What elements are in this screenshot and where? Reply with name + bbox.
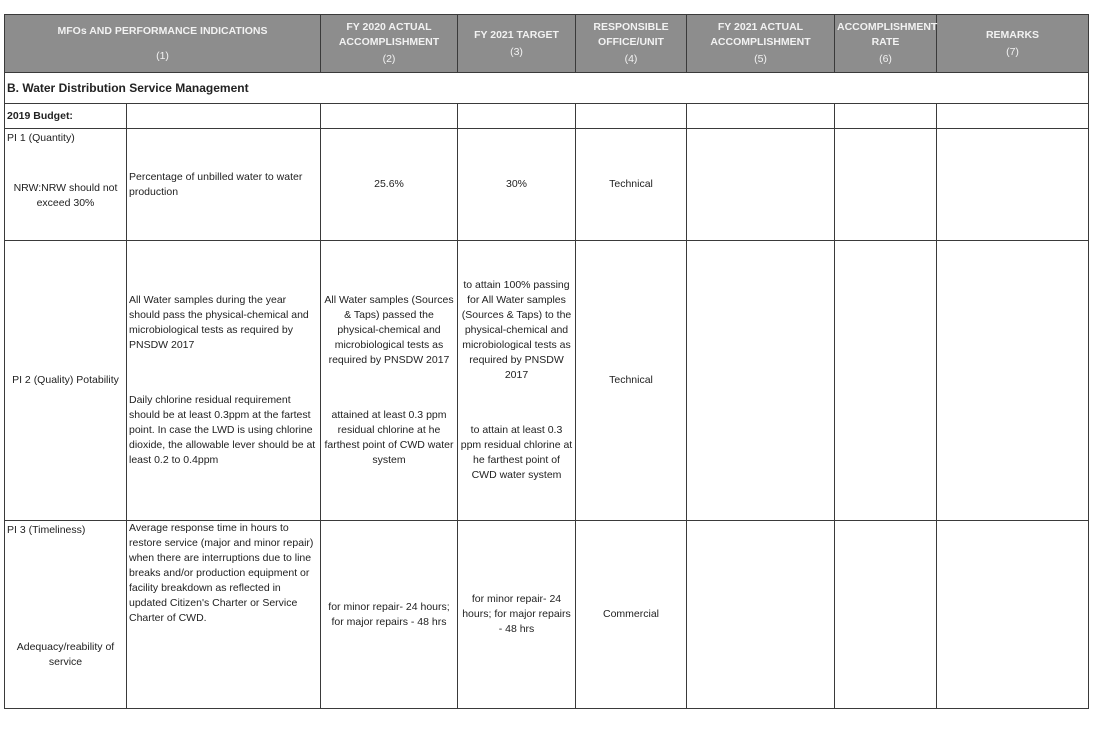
pi2-office: Technical	[576, 241, 687, 521]
pi3-target: for minor repair- 24 hours; for major repairs - 48 hrs	[458, 521, 576, 709]
pi2-indicator-cell	[127, 241, 321, 521]
header-remarks: REMARKS (7)	[937, 15, 1089, 73]
pi2-label: PI 2 (Quality) Potability	[5, 241, 127, 521]
pi1-target: 30%	[458, 129, 576, 241]
pi2-row	[5, 241, 1089, 521]
pi2-fy2020-b: attained at least 0.3 ppm residual chlorine at he farthest point of CWD water system	[324, 409, 454, 466]
pi1-label-cell	[5, 129, 127, 241]
pi1-office: Technical	[576, 129, 687, 241]
pi2-target-a: to attain 100% passing for All Water samples (Sources & Taps) to the physical-chemical and microbiological tests as required by PNSDW 2017	[461, 279, 572, 381]
header-fy2021-actual: FY 2021 ACTUAL ACCOMPLISHMENT (5)	[687, 15, 835, 73]
pi3-office: Commercial	[576, 521, 687, 709]
section-row	[5, 73, 1089, 104]
performance-table-sheet	[4, 14, 1088, 709]
section-title: B. Water Distribution Service Management	[5, 73, 1089, 104]
pi2-indicator-b: Daily chlorine residual requirement should be at least 0.3ppm at the fartest point. In case the LWD is using chlorine dioxide, the allowable lever should be at least 0.2 to 0.4ppm	[129, 394, 316, 466]
pi1-sub: NRW:NRW should not exceed 30%	[13, 181, 118, 209]
header-row	[5, 15, 1089, 73]
performance-table	[4, 14, 1089, 709]
pi3-row	[5, 521, 1089, 709]
pi3-indicator: Average response time in hours to restore service (major and minor repair) when there are interruptions due to line breaks and/or production equipment or facility breakdown as reflected in updated Citizen's Charter or Service Charter of CWD.	[127, 521, 321, 709]
pi2-target-cell	[458, 241, 576, 521]
pi1-label: PI 1 (Quantity)	[7, 132, 75, 144]
pi1-fy2020: 25.6%	[321, 129, 458, 241]
pi1-indicator: Percentage of unbilled water to water production	[127, 129, 321, 241]
pi3-fy2020: for minor repair- 24 hours; for major repairs - 48 hrs	[321, 521, 458, 709]
pi2-indicator-a: All Water samples during the year should pass the physical-chemical and microbiological tests as required by PNSDW 2017	[129, 294, 309, 351]
budget-label: 2019 Budget:	[5, 104, 127, 129]
budget-row	[5, 104, 1089, 129]
pi2-target-b: to attain at least 0.3 ppm residual chlorine at he farthest point of CWD water system	[460, 424, 573, 481]
header-mfos: MFOs AND PERFORMANCE INDICATIONS (1)	[5, 15, 321, 73]
header-fy2021-target: FY 2021 TARGET (3)	[458, 15, 576, 73]
pi3-label-cell	[5, 521, 127, 709]
pi2-fy2020-a: All Water samples (Sources & Taps) passed the physical-chemical and microbiological tests as required by PNSDW 2017	[324, 294, 454, 366]
header-responsible-office: RESPONSIBLE OFFICE/UNIT (4)	[576, 15, 687, 73]
pi2-fy2020-cell	[321, 241, 458, 521]
header-fy2020-actual: FY 2020 ACTUAL ACCOMPLISHMENT (2)	[321, 15, 458, 73]
header-accomplishment-rate: ACCOMPLISHMENT RATE (6)	[835, 15, 937, 73]
pi3-sub: Adequacy/reability of service	[16, 640, 115, 668]
pi1-row	[5, 129, 1089, 241]
pi3-label: PI 3 (Timeliness)	[7, 524, 86, 536]
